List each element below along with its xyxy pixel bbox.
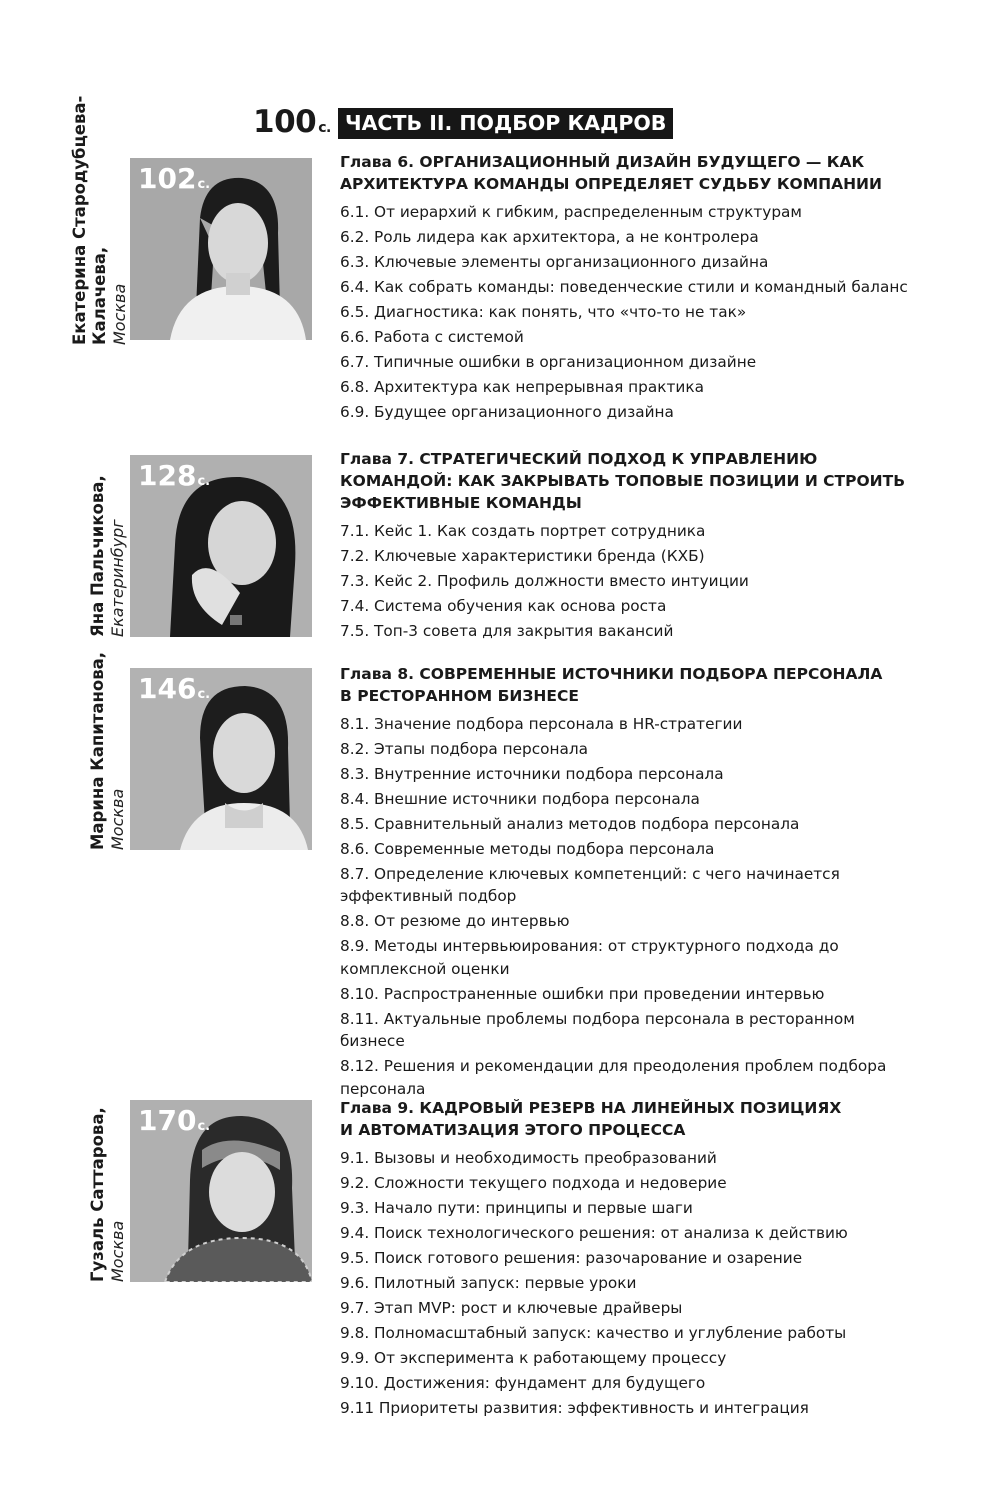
- toc-item: 6.1. От иерархий к гибким, распределенным структурам: [340, 203, 802, 221]
- toc-item: 7.3. Кейс 2. Профиль должности вместо интуиции: [340, 572, 749, 590]
- toc-item: 7.1. Кейс 1. Как создать портрет сотрудника: [340, 522, 706, 540]
- toc-item: 8.4. Внешние источники подбора персонала: [340, 790, 700, 808]
- toc-item: 6.9. Будущее организационного дизайна: [340, 403, 674, 421]
- toc-item: 8.3. Внутренние источники подбора персонала: [340, 765, 724, 783]
- author-page-number: 146с.: [138, 672, 211, 705]
- toc-item: 6.4. Как собрать команды: поведенческие стили и командный баланс: [340, 278, 908, 296]
- toc-item: 9.6. Пилотный запуск: первые уроки: [340, 1274, 637, 1292]
- toc-item: 6.3. Ключевые элементы организационного дизайна: [340, 253, 769, 271]
- toc-item: 8.9. Методы интервьюирования: от структурного подхода до комплексной оценки: [340, 937, 839, 978]
- toc-item: 9.10. Достижения: фундамент для будущего: [340, 1374, 706, 1392]
- toc-item: 8.1. Значение подбора персонала в HR-стратегии: [340, 715, 743, 733]
- toc-item: 8.2. Этапы подбора персонала: [340, 740, 589, 758]
- author-page-number: 170с.: [138, 1104, 211, 1137]
- chapter-contents: [340, 201, 915, 423]
- toc-item: 6.8. Архитектура как непрерывная практика: [340, 378, 704, 396]
- toc-item: 7.4. Система обучения как основа роста: [340, 597, 667, 615]
- toc-item: 8.10. Распространенные ошибки при проведении интервью: [340, 984, 825, 1003]
- toc-item: 7.2. Ключевые характеристики бренда (КХБ): [340, 547, 705, 565]
- author-photo: [130, 158, 312, 340]
- toc-item: 8.12. Решения и рекомендации для преодоления проблем подбора персонала: [340, 1057, 887, 1098]
- toc-item: 9.2. Сложности текущего подхода и недоверие: [340, 1174, 727, 1192]
- author-name-vertical: Яна Пальчикова, Екатеринбург: [88, 475, 127, 637]
- toc-item: 7.5. Топ-3 совета для закрытия вакансий: [340, 622, 674, 640]
- toc-item: 9.1. Вызовы и необходимость преобразований: [340, 1149, 717, 1167]
- chapter-title: Глава 6. ОРГАНИЗАЦИОННЫЙ ДИЗАЙН БУДУЩЕГО — КАК АРХИТЕКТУРА КОМАНДЫ ОПРЕДЕЛЯЕТ СУДЬБУ КОМПАНИИ: [340, 153, 883, 193]
- author-page-number: 102с.: [138, 162, 211, 195]
- toc-item: 6.2. Роль лидера как архитектора, а не контролера: [340, 228, 759, 246]
- part-title: ЧАСТЬ II. ПОДБОР КАДРОВ: [338, 108, 673, 139]
- chapter-title: Глава 7. СТРАТЕГИЧЕСКИЙ ПОДХОД К УПРАВЛЕНИЮ КОМАНДОЙ: КАК ЗАКРЫВАТЬ ТОПОВЫЕ ПОЗИЦИИ И СТРОИТЬ ЭФФЕКТИВНЫЕ КОМАНДЫ: [340, 450, 906, 512]
- chapter-6: [340, 151, 915, 426]
- chapter-title: Глава 8. СОВРЕМЕННЫЕ ИСТОЧНИКИ ПОДБОРА ПЕРСОНАЛА В РЕСТОРАННОМ БИЗНЕСЕ: [340, 665, 883, 705]
- author-name-vertical: Марина Капитанова, Москва: [88, 651, 127, 850]
- toc-item: 9.5. Поиск готового решения: разочарование и озарение: [340, 1249, 803, 1267]
- toc-item: 8.11. Актуальные проблемы подбора персонала в ресторанном бизнесе: [340, 1009, 855, 1051]
- chapter-contents: [340, 520, 915, 642]
- chapter-contents: [340, 1147, 915, 1419]
- toc-item: 9.9. От эксперимента к работающему процессу: [340, 1349, 727, 1367]
- toc-item: 8.7. Определение ключевых компетенций: с чего начинается эффективный подбор: [340, 865, 840, 906]
- toc-item: 6.7. Типичные ошибки в организационном дизайне: [340, 353, 757, 371]
- part-page-number: 100 с.: [253, 104, 331, 140]
- chapter-contents: [340, 713, 915, 1100]
- chapter-8: [340, 663, 915, 1103]
- chapter-title: Глава 9. КАДРОВЫЙ РЕЗЕРВ НА ЛИНЕЙНЫХ ПОЗИЦИЯХ И АВТОМАТИЗАЦИЯ ЭТОГО ПРОЦЕССА: [340, 1099, 842, 1139]
- toc-item: 8.6. Современные методы подбора персонала: [340, 840, 715, 858]
- toc-item: 9.8. Полномасштабный запуск: качество и углубление работы: [340, 1324, 847, 1342]
- toc-item: 8.5. Сравнительный анализ методов подбора персонала: [340, 815, 800, 833]
- author-photo: [130, 668, 312, 850]
- toc-item: 9.7. Этап MVP: рост и ключевые драйверы: [340, 1299, 683, 1317]
- toc-item: 6.6. Работа с системой: [340, 328, 524, 346]
- toc-item: 8.8. От резюме до интервью: [340, 912, 570, 931]
- toc-item: 9.3. Начало пути: принципы и первые шаги: [340, 1199, 693, 1217]
- toc-item: 6.5. Диагностика: как понять, что «что-то не так»: [340, 303, 747, 321]
- chapter-7: [340, 448, 915, 645]
- author-page-number: 128с.: [138, 459, 211, 492]
- author-name-vertical: Гузаль Саттарова, Москва: [88, 1107, 127, 1282]
- author-photo: [130, 455, 312, 637]
- toc-item: 9.4. Поиск технологического решения: от анализа к действию: [340, 1224, 848, 1242]
- chapter-9: [340, 1097, 915, 1422]
- toc-item: 9.11 Приоритеты развития: эффективность и интеграция: [340, 1399, 809, 1417]
- author-name-vertical: Екатерина Стародубцева- Калачева, Москва: [70, 95, 129, 345]
- author-photo: [130, 1100, 312, 1282]
